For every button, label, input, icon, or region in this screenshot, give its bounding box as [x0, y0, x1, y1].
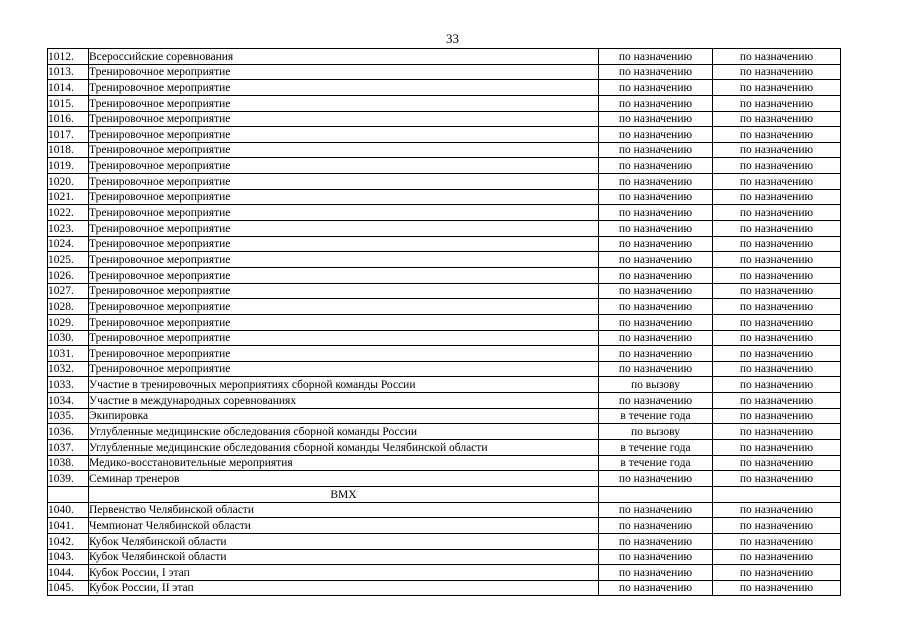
row-number: 1027. [48, 283, 89, 299]
row-number: 1030. [48, 330, 89, 346]
event-name: Кубок Челябинской области [89, 549, 599, 565]
table-row [48, 205, 841, 221]
table-row [48, 533, 841, 549]
event-name: Тренировочное мероприятие [89, 252, 599, 268]
table-row [48, 549, 841, 565]
event-name: Тренировочное мероприятие [89, 174, 599, 190]
event-location: по назначению [713, 314, 841, 330]
table-row [48, 408, 841, 424]
event-timing: по назначению [599, 221, 713, 237]
event-location: по назначению [713, 205, 841, 221]
event-location: по назначению [713, 299, 841, 315]
event-location: по назначению [713, 80, 841, 96]
section-number-cell [48, 486, 89, 502]
table-row [48, 236, 841, 252]
event-location: по назначению [713, 440, 841, 456]
event-timing: в течение года [599, 455, 713, 471]
event-name: Тренировочное мероприятие [89, 64, 599, 80]
table-row [48, 471, 841, 487]
event-name: Первенство Челябинской области [89, 502, 599, 518]
table-row [48, 502, 841, 518]
event-location: по назначению [713, 361, 841, 377]
event-timing: по назначению [599, 565, 713, 581]
row-number: 1024. [48, 236, 89, 252]
event-timing: по назначению [599, 283, 713, 299]
table-row [48, 455, 841, 471]
table-row [48, 361, 841, 377]
event-location: по назначению [713, 377, 841, 393]
row-number: 1014. [48, 80, 89, 96]
row-number: 1037. [48, 440, 89, 456]
event-name: Тренировочное мероприятие [89, 361, 599, 377]
table-row [48, 189, 841, 205]
event-location: по назначению [713, 580, 841, 596]
event-timing: по назначению [599, 64, 713, 80]
event-location: по назначению [713, 565, 841, 581]
event-timing: по назначению [599, 236, 713, 252]
table-row [48, 424, 841, 440]
events-table [47, 48, 841, 596]
section-empty-cell [713, 486, 841, 502]
events-table-body [48, 49, 841, 596]
row-number: 1020. [48, 174, 89, 190]
table-row [48, 252, 841, 268]
event-location: по назначению [713, 95, 841, 111]
event-timing: по назначению [599, 49, 713, 65]
table-row [48, 330, 841, 346]
event-name: Углубленные медицинские обследования сборной команды России [89, 424, 599, 440]
event-name: Тренировочное мероприятие [89, 80, 599, 96]
event-timing: по назначению [599, 95, 713, 111]
event-timing: по назначению [599, 111, 713, 127]
event-location: по назначению [713, 455, 841, 471]
event-timing: по назначению [599, 471, 713, 487]
event-location: по назначению [713, 549, 841, 565]
row-number: 1016. [48, 111, 89, 127]
table-row [48, 393, 841, 409]
table-row [48, 283, 841, 299]
event-timing: по назначению [599, 267, 713, 283]
row-number: 1018. [48, 142, 89, 158]
event-name: Тренировочное мероприятие [89, 330, 599, 346]
event-timing: по назначению [599, 299, 713, 315]
row-number: 1034. [48, 393, 89, 409]
event-timing: по назначению [599, 549, 713, 565]
event-location: по назначению [713, 158, 841, 174]
event-timing: в течение года [599, 408, 713, 424]
event-location: по назначению [713, 174, 841, 190]
table-row [48, 580, 841, 596]
event-name: Тренировочное мероприятие [89, 314, 599, 330]
event-timing: по назначению [599, 346, 713, 362]
event-name: Углубленные медицинские обследования сборной команды Челябинской области [89, 440, 599, 456]
event-name: Тренировочное мероприятие [89, 127, 599, 143]
row-number: 1028. [48, 299, 89, 315]
event-timing: по назначению [599, 252, 713, 268]
event-timing: по назначению [599, 205, 713, 221]
table-row [48, 64, 841, 80]
table-row [48, 565, 841, 581]
event-location: по назначению [713, 283, 841, 299]
event-location: по назначению [713, 393, 841, 409]
event-timing: по назначению [599, 393, 713, 409]
event-name: Тренировочное мероприятие [89, 189, 599, 205]
event-timing: по назначению [599, 80, 713, 96]
table-row [48, 158, 841, 174]
row-number: 1026. [48, 267, 89, 283]
event-location: по назначению [713, 64, 841, 80]
event-timing: по назначению [599, 580, 713, 596]
event-timing: в течение года [599, 440, 713, 456]
event-location: по назначению [713, 252, 841, 268]
row-number: 1039. [48, 471, 89, 487]
event-location: по назначению [713, 346, 841, 362]
event-name: Чемпионат Челябинской области [89, 518, 599, 534]
event-timing: по назначению [599, 314, 713, 330]
section-empty-cell [599, 486, 713, 502]
event-location: по назначению [713, 533, 841, 549]
event-location: по назначению [713, 49, 841, 65]
event-location: по назначению [713, 424, 841, 440]
table-row [48, 314, 841, 330]
row-number: 1015. [48, 95, 89, 111]
event-location: по назначению [713, 518, 841, 534]
row-number: 1029. [48, 314, 89, 330]
event-name: Тренировочное мероприятие [89, 221, 599, 237]
section-title: BMX [89, 486, 599, 502]
event-timing: по назначению [599, 142, 713, 158]
event-timing: по назначению [599, 189, 713, 205]
row-number: 1045. [48, 580, 89, 596]
row-number: 1033. [48, 377, 89, 393]
event-location: по назначению [713, 502, 841, 518]
event-name: Тренировочное мероприятие [89, 283, 599, 299]
row-number: 1042. [48, 533, 89, 549]
row-number: 1041. [48, 518, 89, 534]
table-row [48, 111, 841, 127]
event-timing: по назначению [599, 518, 713, 534]
event-name: Тренировочное мероприятие [89, 142, 599, 158]
table-row [48, 440, 841, 456]
table-row [48, 49, 841, 65]
table-row [48, 221, 841, 237]
event-name: Тренировочное мероприятие [89, 158, 599, 174]
row-number: 1043. [48, 549, 89, 565]
event-location: по назначению [713, 111, 841, 127]
row-number: 1032. [48, 361, 89, 377]
page-number: 33 [446, 31, 459, 46]
event-name: Кубок России, II этап [89, 580, 599, 596]
table-row [48, 174, 841, 190]
event-name: Кубок Челябинской области [89, 533, 599, 549]
event-location: по назначению [713, 408, 841, 424]
row-number: 1031. [48, 346, 89, 362]
event-location: по назначению [713, 330, 841, 346]
table-row [48, 80, 841, 96]
table-row [48, 95, 841, 111]
event-name: Семинар тренеров [89, 471, 599, 487]
table-row [48, 127, 841, 143]
event-name: Тренировочное мероприятие [89, 236, 599, 252]
row-number: 1038. [48, 455, 89, 471]
event-name: Тренировочное мероприятие [89, 111, 599, 127]
row-number: 1017. [48, 127, 89, 143]
event-timing: по назначению [599, 361, 713, 377]
table-row [48, 267, 841, 283]
table-row [48, 142, 841, 158]
event-location: по назначению [713, 471, 841, 487]
row-number: 1025. [48, 252, 89, 268]
event-name: Экипировка [89, 408, 599, 424]
event-name: Тренировочное мероприятие [89, 299, 599, 315]
event-timing: по вызову [599, 377, 713, 393]
event-timing: по назначению [599, 330, 713, 346]
row-number: 1036. [48, 424, 89, 440]
event-name: Участие в международных соревнованиях [89, 393, 599, 409]
row-number: 1023. [48, 221, 89, 237]
event-timing: по назначению [599, 502, 713, 518]
table-row [48, 518, 841, 534]
table-row [48, 346, 841, 362]
row-number: 1044. [48, 565, 89, 581]
event-timing: по назначению [599, 158, 713, 174]
table-row [48, 377, 841, 393]
event-location: по назначению [713, 221, 841, 237]
row-number: 1022. [48, 205, 89, 221]
row-number: 1019. [48, 158, 89, 174]
event-timing: по назначению [599, 174, 713, 190]
table-row [48, 299, 841, 315]
event-location: по назначению [713, 142, 841, 158]
event-name: Тренировочное мероприятие [89, 95, 599, 111]
event-location: по назначению [713, 127, 841, 143]
event-timing: по назначению [599, 533, 713, 549]
event-name: Тренировочное мероприятие [89, 205, 599, 221]
row-number: 1021. [48, 189, 89, 205]
event-name: Тренировочное мероприятие [89, 346, 599, 362]
event-timing: по вызову [599, 424, 713, 440]
event-location: по назначению [713, 236, 841, 252]
row-number: 1035. [48, 408, 89, 424]
event-name: Медико-восстановительные мероприятия [89, 455, 599, 471]
event-name: Всероссийские соревнования [89, 49, 599, 65]
event-timing: по назначению [599, 127, 713, 143]
event-name: Тренировочное мероприятие [89, 267, 599, 283]
event-location: по назначению [713, 267, 841, 283]
section-row [48, 486, 841, 502]
row-number: 1040. [48, 502, 89, 518]
event-location: по назначению [713, 189, 841, 205]
event-name: Кубок России, I этап [89, 565, 599, 581]
row-number: 1012. [48, 49, 89, 65]
row-number: 1013. [48, 64, 89, 80]
event-name: Участие в тренировочных мероприятиях сборной команды России [89, 377, 599, 393]
